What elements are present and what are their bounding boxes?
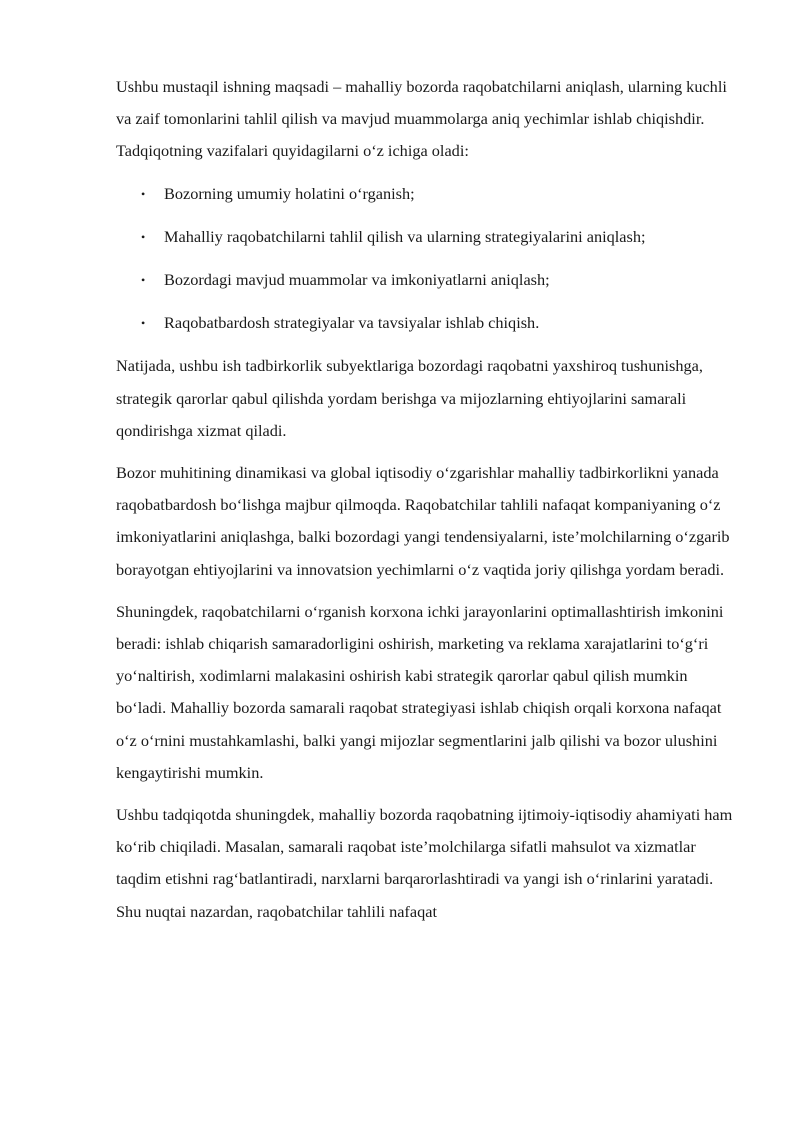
tasks-list bbox=[116, 178, 738, 340]
list-item bbox=[116, 307, 738, 339]
bullet-icon: • bbox=[141, 186, 146, 201]
paragraph-conclusion: Natijada, ushbu ish tadbirkorlik subyektlariga bozordagi raqobatni yaxshiroq tushunishga, strategik qarorlar qabul qilishda yordam berishga va mijozlarning ehtiyojlarini samarali qondirishga xizmat qiladi. bbox=[116, 356, 703, 440]
paragraph-market-dynamics: Bozor muhitining dinamikasi va global iqtisodiy oʻzgarishlar mahalliy tadbirkorlikni yanada raqobatbardosh boʻlishga majbur qilmoqda. Raqobatchilar tahlili nafaqat kompaniyaning oʻz imkoniyatlarini aniqlashga, balki bozordagi yangi tendensiyalarni, isteʼmolchilarning oʻzgarib borayotgan ehtiyojlarini va innovatsion yechimlarni oʻz vaqtida joriy qilishga yordam beradi. bbox=[116, 463, 730, 579]
list-item-text: Raqobatbardosh strategiyalar va tavsiyalar ishlab chiqish. bbox=[164, 313, 540, 333]
list-item-text: Bozordagi mavjud muammolar va imkoniyatlarni aniqlash; bbox=[164, 270, 550, 290]
list-item bbox=[116, 178, 738, 210]
bullet-icon: • bbox=[141, 273, 146, 288]
list-item bbox=[116, 221, 738, 253]
bullet-icon: • bbox=[141, 229, 146, 244]
document-page bbox=[116, 71, 738, 938]
intro-paragraph: Ushbu mustaqil ishning maqsadi – mahalliy bozorda raqobatchilarni aniqlash, ularning kuchli va zaif tomonlarini tahlil qilish va mavjud muammolarga aniq yechimlar ishlab chiqishdir. Tadqiqotning vazifalari quyidagilarni oʻz ichiga oladi: bbox=[116, 77, 727, 161]
paragraph-optimization: Shuningdek, raqobatchilarni oʻrganish korxona ichki jarayonlarini optimallashtirish imkonini beradi: ishlab chiqarish samaradorligini oshirish, marketing va reklama xarajatlarini toʻgʻri yoʻnaltirish, xodimlarni malakasini oshirish kabi strategik qarorlar qabul qilish mumkin boʻladi. Mahalliy bozorda samarali raqobat strategiyasi ishlab chiqish orqali korxona nafaqat oʻz oʻrnini mustahkamlashi, balki yangi mijozlar segmentlarini jalb qilishi va bozor ulushini kengaytirishi mumkin. bbox=[116, 601, 724, 782]
list-item bbox=[116, 264, 738, 296]
paragraph-socioeconomic: Ushbu tadqiqotda shuningdek, mahalliy bozorda raqobatning ijtimoiy-iqtisodiy ahamiyati ham koʻrib chiqiladi. Masalan, samarali raqobat isteʼmolchilarga sifatli mahsulot va xizmatlar taqdim etishni ragʻbatlantiradi, narxlarni barqarorlashtiradi va yangi ish oʻrinlarini yaratadi. Shu nuqtai nazardan, raqobatchilar tahlili nafaqat bbox=[116, 805, 733, 921]
list-item-text: Mahalliy raqobatchilarni tahlil qilish va ularning strategiyalarini aniqlash; bbox=[164, 226, 646, 246]
list-item-text: Bozorning umumiy holatini oʻrganish; bbox=[164, 183, 415, 203]
bullet-icon: • bbox=[141, 316, 146, 331]
